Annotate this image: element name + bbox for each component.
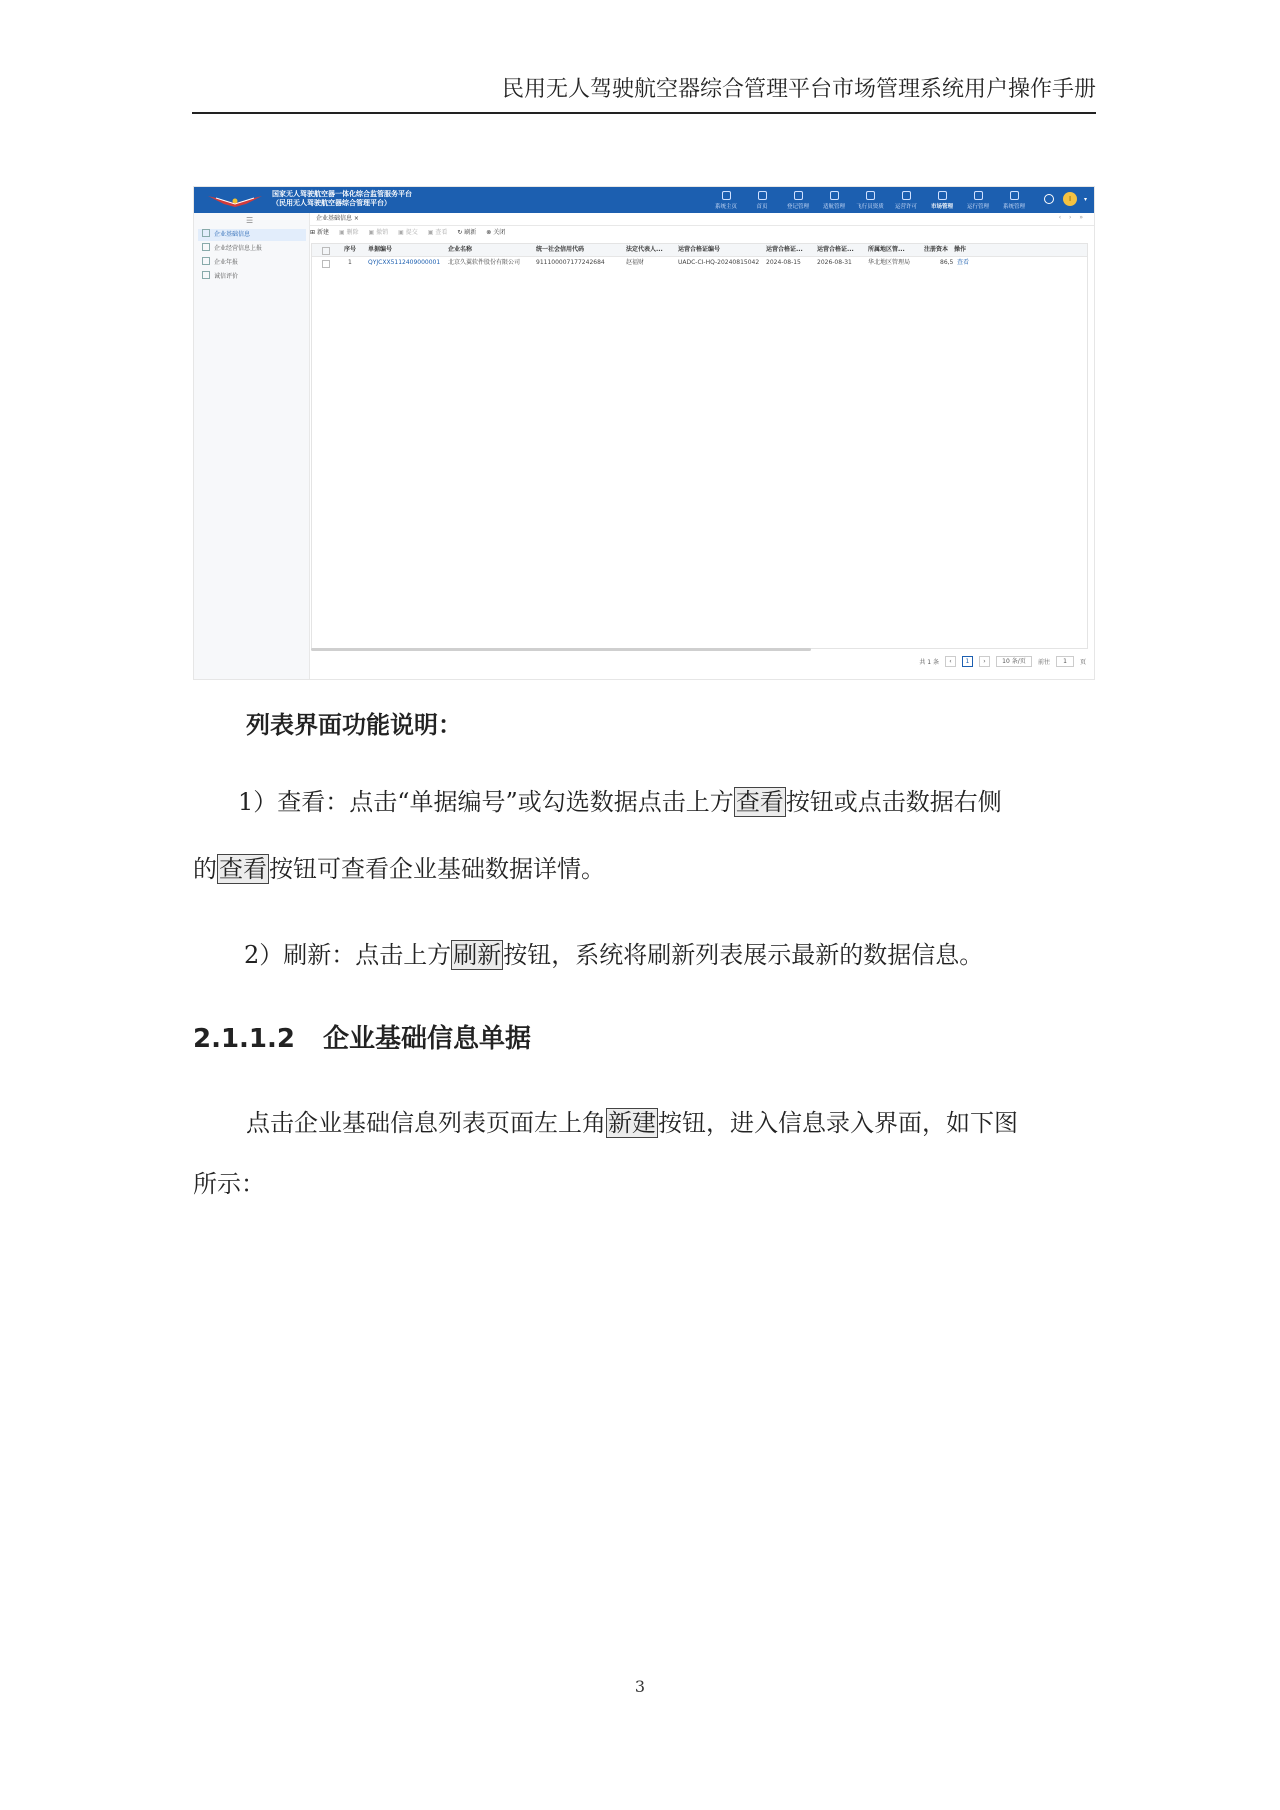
submit-button[interactable]: ▣ 提交 [398,229,418,236]
col-company-name[interactable]: 企业名称 [448,246,473,253]
nav-pilot[interactable]: 飞行员资质 [852,189,888,211]
document-icon [794,191,803,200]
toolbar [310,227,515,239]
sidebar [194,213,310,679]
col-action: 操作 [954,246,967,253]
monitor-icon [758,191,767,200]
select-all-checkbox[interactable] [322,247,330,255]
sidebar-item-business-report[interactable]: 企业经营信息上报 [198,243,306,255]
avatar[interactable]: I [1063,192,1077,206]
goto-page-input[interactable]: 1 [1056,656,1074,667]
company-icon [202,229,210,237]
cell-doc-no-link[interactable]: QYJCXX5112409000001 [368,259,441,266]
market-icon [938,191,947,200]
paragraph-view-line1: 1）查看：点击“单据编号”或勾选数据点击上方查看按钮或点击数据右侧 [238,788,1002,816]
view-button-ref-2: 查看 [219,855,267,883]
sidebar-item-company-basic[interactable]: 企业基础信息 [198,229,306,241]
view-button[interactable]: ▣ 查看 [427,229,448,236]
list-function-heading: 列表界面功能说明： [246,711,462,739]
page-header: 民用无人驾驶航空器综合管理平台市场管理系统用户操作手册 [192,68,1096,114]
table-row [312,257,1087,269]
row-checkbox[interactable] [322,260,330,268]
page-size-select[interactable]: 10 条/页 [996,656,1032,667]
cell-capital: 86,5 [940,259,954,266]
shield-icon [974,191,983,200]
pagination [913,655,1086,667]
section-heading: 2.1.1.2 企业基础信息单据 [193,1024,532,1054]
cell-region: 华北地区管理局 [868,259,911,266]
search-icon[interactable] [1044,194,1054,204]
data-table [311,243,1088,649]
col-index: 序号 [344,246,357,253]
rating-icon [202,271,210,279]
col-legal-rep[interactable]: 法定代表人... [626,246,663,253]
refresh-button-ref: 刷新 [453,941,502,969]
users-icon [1010,191,1019,200]
page-number: 3 [634,1677,646,1696]
delete-button[interactable]: ▣ 删除 [338,229,359,236]
platform-logo-icon [206,192,264,208]
col-credit-code[interactable]: 统一社会信用代码 [536,246,585,253]
sidebar-item-annual-report[interactable]: 企业年报 [198,257,306,269]
next-page-button[interactable]: › [979,656,990,667]
cell-cert-no: UADC-CI-HQ-20240815042 [678,259,760,266]
chevron-down-icon[interactable]: ▾ [1083,196,1087,203]
tab-bar [310,213,1094,226]
cell-company-name: 北京久翼软件股份有限公司 [448,259,521,266]
paragraph-refresh: 2）刷新：点击上方刷新按钮，系统将刷新列表展示最新的数据信息。 [244,941,984,969]
paragraph-new-line2: 所示： [193,1170,265,1198]
nav-market[interactable]: 市场管理 [924,189,960,211]
nav-operation[interactable]: 运行管理 [960,189,996,211]
col-cert-date2[interactable]: 运营合格证... [817,246,854,253]
new-button[interactable]: ⊞ 新建 [310,229,329,236]
nav-airworthiness[interactable]: 适航管理 [816,189,852,211]
table-header [312,244,1087,257]
prev-page-button[interactable]: ‹ [945,656,956,667]
report-icon [202,243,210,251]
col-capital[interactable]: 注册资本 [924,246,949,253]
nav-system-home[interactable]: 系统主页 [708,189,744,211]
revoke-button[interactable]: ▣ 撤销 [368,229,389,236]
goto-label: 前往 [1037,658,1050,666]
page-unit-label: 页 [1079,658,1086,666]
refresh-button[interactable]: ↻ 刷新 [457,229,477,236]
license-icon [902,191,911,200]
menu-collapse-icon[interactable]: ☰ [246,216,254,225]
horizontal-scrollbar[interactable] [311,648,811,651]
paragraph-view-line2: 的查看按钮可查看企业基础数据详情。 [193,855,605,883]
col-doc-no[interactable]: 单据编号 [368,246,393,253]
cell-cert-date2: 2026-08-31 [817,259,852,266]
embedded-screenshot [193,186,1095,680]
new-button-ref: 新建 [608,1109,656,1137]
calendar-icon [202,257,210,265]
home-icon [722,191,731,200]
plane-icon [830,191,839,200]
nav-registration[interactable]: 登记管理 [780,189,816,211]
nav-home[interactable]: 首页 [744,189,780,211]
col-cert-date1[interactable]: 运营合格证... [766,246,803,253]
cell-legal-rep: 赵福财 [626,259,645,266]
nav-system[interactable]: 系统管理 [996,189,1032,211]
cell-credit-code: 911100007177242684 [536,259,605,266]
cell-index: 1 [348,259,352,266]
page-button-current[interactable]: 1 [962,656,973,667]
platform-topbar [194,187,1094,213]
nav-license[interactable]: 运营许可 [888,189,924,211]
top-nav [708,189,1032,211]
row-view-button[interactable]: 查看 [957,259,970,266]
tab-company-basic[interactable]: 企业基础信息 × [316,215,359,222]
cell-cert-date1: 2024-08-15 [766,259,801,266]
sidebar-item-credit-rating[interactable]: 诚信评价 [198,271,306,283]
paragraph-new-line1: 点击企业基础信息列表页面左上角新建按钮，进入信息录入界面，如下图 [246,1109,1018,1137]
close-button[interactable]: ⊗ 关闭 [486,229,506,236]
platform-title: 国家无人驾驶航空器一体化综合监管服务平台 （民用无人驾驶航空器综合管理平台） [272,190,412,207]
pager-total: 共 1 条 [919,658,939,666]
col-cert-no[interactable]: 运营合格证编号 [678,246,721,253]
tab-scroll-arrows[interactable]: ‹ › » [1058,214,1086,221]
badge-icon [866,191,875,200]
view-button-ref: 查看 [735,788,784,816]
col-region[interactable]: 所属地区管... [868,246,905,253]
